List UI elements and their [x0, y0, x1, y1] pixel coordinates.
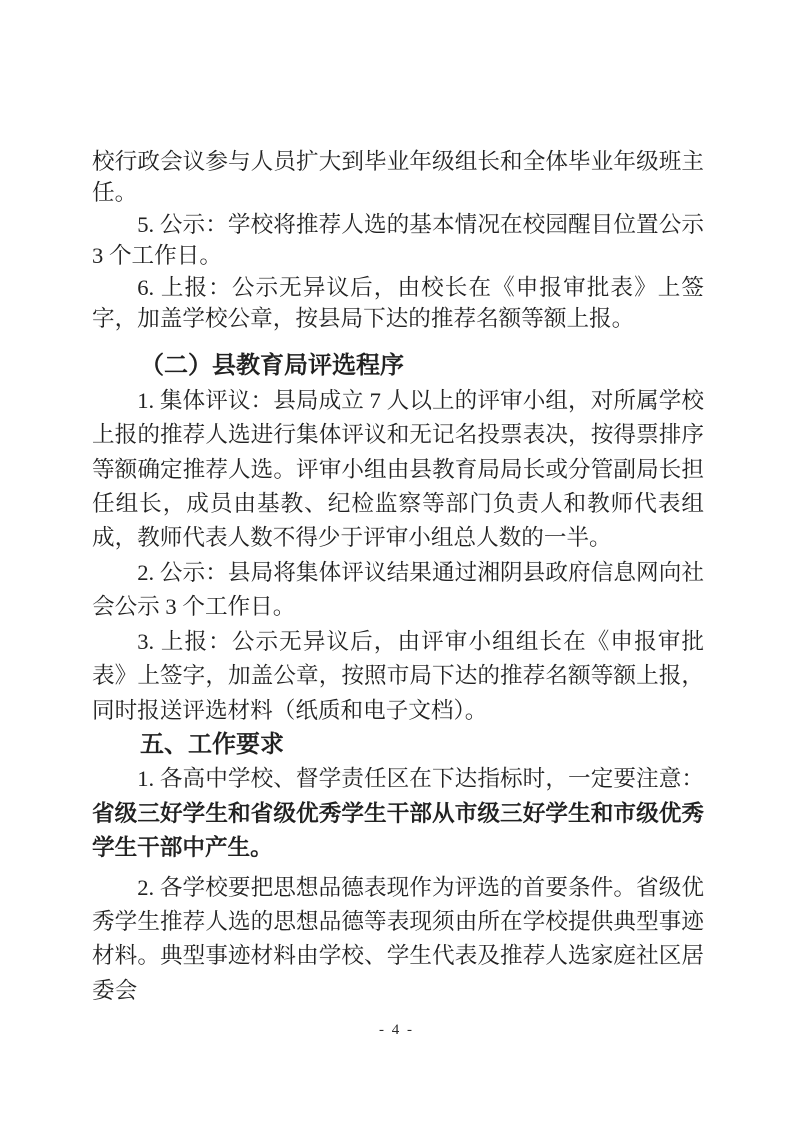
para-2-moral-conduct: 2. 各学校要把思想品德表现作为评选的首要条件。省级优秀学生推荐人选的思想品德等表现须由所在学校提供典型事迹材料。典型事迹材料由学校、学生代表及推荐人选家庭社区居委会 [92, 874, 704, 1003]
para-3-report-county: 3. 上报：公示无异议后，由评审小组组长在《申报审批表》上签字，加盖公章，按照市局下达的推荐名额等额上报，同时报送评选材料（纸质和电子文档）。 [92, 628, 704, 723]
para-1-collective-review: 1. 集体评议：县局成立 7 人以上的评审小组，对所属学校上报的推荐人选进行集体评议和无记名投票表决，按得票排序等额确定推荐人选。评审小组由县教育局局长或分管副局长担任组长，成员由基教、纪检监察等部门负责人和教师代表组成，教师代表人数不得少于评审小组总人数的一半。 [92, 387, 704, 551]
document-body [92, 146, 704, 1008]
para-2-public-notice-county: 2. 公示：县局将集体评议结果通过湘阴县政府信息网向社会公示 3 个工作日。 [92, 559, 704, 620]
para-1-regular-run: 1. 各高中学校、督学责任区在下达指标时，一定要注意： [137, 766, 704, 792]
para-1-bold-emphasis-run: 省级三好学生和省级优秀学生干部从市级三好学生和市级优秀学生干部中产生。 [92, 800, 704, 861]
para-5-public-notice-school: 5. 公示：学校将推荐人选的基本情况在校园醒目位置公示 3 个工作日。 [92, 211, 704, 269]
heading-county-bureau-selection-procedure: （二）县教育局评选程序 [140, 353, 404, 380]
para-6-report-school: 6. 上报：公示无异议后，由校长在《申报审批表》上签字，加盖学校公章，按县局下达的推荐名额等额上报。 [92, 274, 704, 332]
page-number: - 4 - [379, 1022, 414, 1038]
para-1-indicator-note [92, 762, 704, 865]
heading-work-requirements: 五、工作要求 [140, 730, 284, 758]
para-continuation-school-meeting: 校行政会议参与人员扩大到毕业年级组长和全体毕业年级班主任。 [92, 149, 704, 206]
